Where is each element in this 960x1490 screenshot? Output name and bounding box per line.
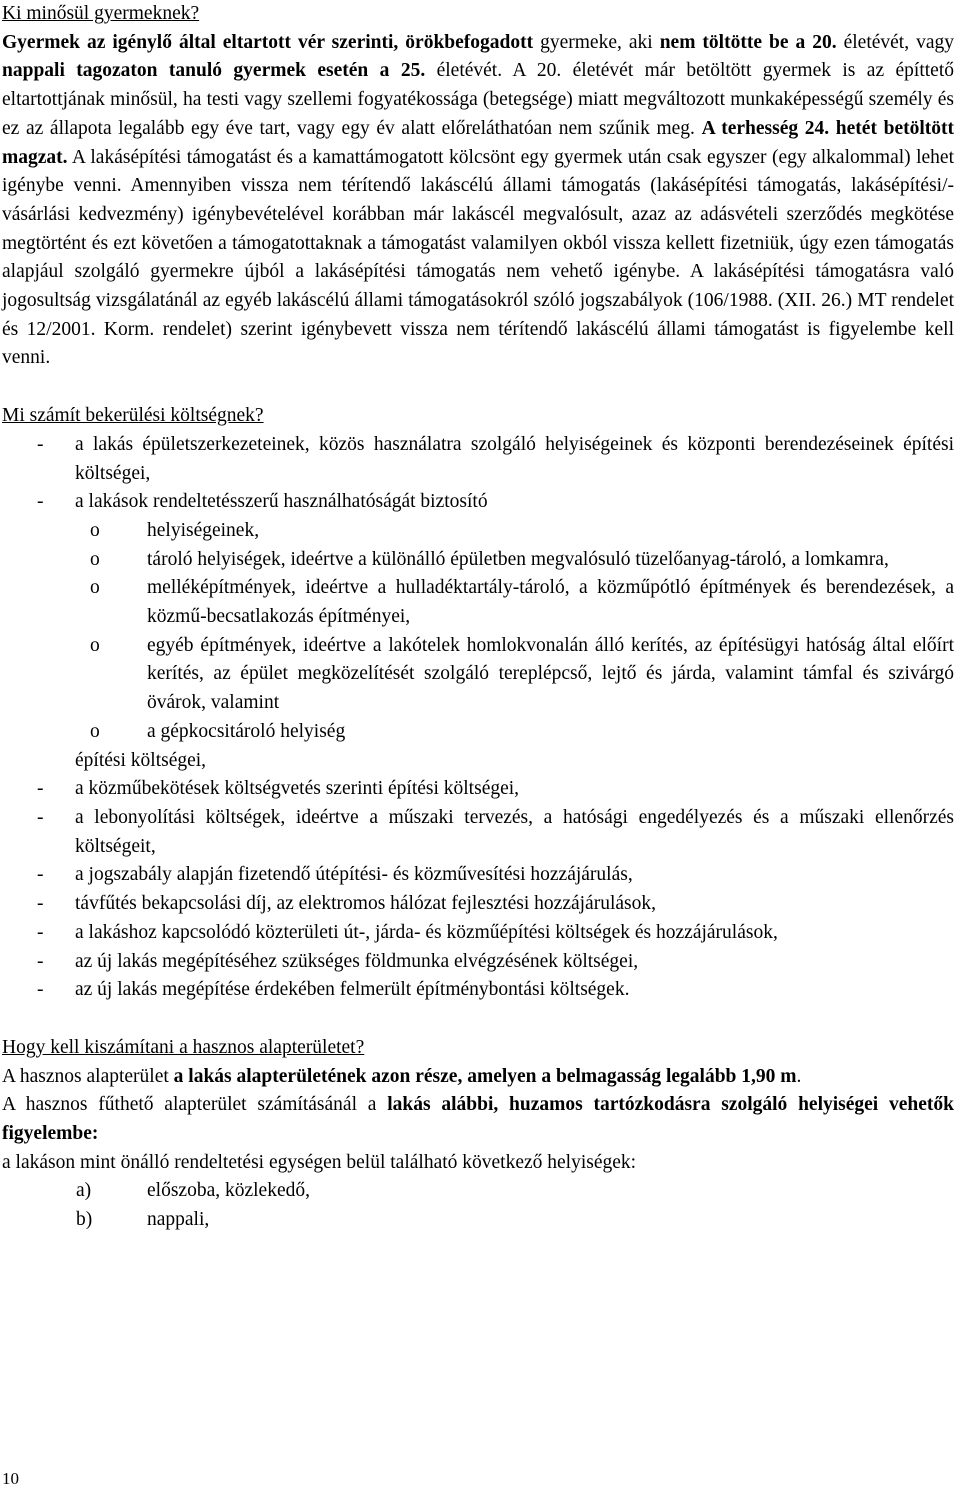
list-item [2,574,954,631]
section-heading-cost: Mi számít bekerülési költségnek? [2,405,264,427]
list-item-text: melléképítmények, ideértve a hulladéktartály-tároló, a közműpótló építmények és berendezések, a közmű-becsatlakozás építményei, [147,577,954,628]
list-item-text: a jogszabály alapján fizetendő útépítési- és közművesítési hozzájárulás, [75,864,633,886]
list-item-text: tároló helyiségek, ideértve a különálló épületben megvalósuló tüzelőanyag-tároló, a lomkamra, [147,548,889,570]
bold-text-run: A terhesség 24. hetét betöltött magzat. [2,117,954,168]
text-run: Amennyiben vissza nem térítendő lakáscélú állami támogatás (lakásépítési támogatás, lakásépítési/-vásárlási kedvezmény) igénybevételével korábban már lakáscél megvalósult, azaz az adásvételi szerződés megkötése megtörtént és ezt követően a támogatottaknak a támogatást valamilyen okból vissza kellett fizetniük, úgy ezen támogatás alapjául szolgáló gyermekre újból a lakásépítési támogatás nem vehető igénybe. A lakásépítési támogatásra való jogosultság vizsgálatánál az egyéb lakáscélú állami támogatásokról szóló jogszabályok (106/1988. (XII. 26.) MT rendelet és 12/2001. Korm. rendelet) szerint igénybevett vissza nem térítendő lakáscélú állami támogatást is figyelembe kell venni. [2,175,954,369]
list-item [2,804,954,861]
list-item-text: a gépkocsitároló helyiség [147,720,346,742]
list-item [2,948,954,977]
section-heading-child: Ki minősül gyermeknek? [2,3,200,24]
list-item [2,488,954,517]
list-item-text: az új lakás megépítéséhez szükséges földmunka elvégzésének költségei, [75,950,639,972]
list-item-text: helyiségeinek, [147,519,260,541]
dash-bullet: - [37,433,44,455]
dash-bullet: - [37,864,44,886]
circle-bullet: o [90,519,100,541]
letter-marker: a) [76,1180,92,1202]
list-item [2,775,954,804]
dash-bullet: - [37,806,44,828]
dash-bullet: - [37,893,44,915]
dash-bullet: - [37,921,44,943]
bold-text-run: nappali tagozaton tanuló gyermek esetén a 25. [2,60,426,82]
text-run: életévét, vagy [836,31,954,53]
bold-text-run: Gyermek az igénylő által eltartott vér szerinti, örökbefogadott [2,31,534,53]
list-item [2,747,954,776]
rooms-list [2,1177,954,1234]
list-item [2,919,954,948]
dash-bullet: - [37,491,44,513]
list-item [2,1177,954,1206]
dash-bullet: - [37,950,44,972]
list-item [2,632,954,718]
list-item [2,861,954,890]
bold-text-run: nem töltötte be a 20. [659,31,837,53]
list-item-text: a lakáshoz kapcsolódó közterületi út-, járda- és közműépítési költségek és hozzájárulások, [75,921,778,943]
circle-bullet: o [90,634,100,656]
letter-marker: b) [76,1209,93,1231]
circle-bullet: o [90,548,100,570]
list-item [2,976,954,1005]
list-item [2,517,954,546]
list-item [2,1206,954,1235]
circle-bullet: o [90,577,100,599]
list-item-text: a lakások rendeltetésszerű használhatóságát biztosító [75,491,488,513]
list-item-text: a közműbekötések költségvetés szerinti építési költségei, [75,778,520,800]
list-item-text: nappali, [147,1209,210,1231]
list-item-text: egyéb építmények, ideértve a lakótelek homlokvonalán álló kerítés, az építésügyi hatóság által előírt kerítés, az épület megközelítését szolgáló tereplépcső, lejtő és járda, valamint támfal és szivárgó övárok, valamint [147,634,954,714]
usable-area-paragraph [2,1063,954,1092]
list-item [2,718,954,747]
heated-area-paragraph [2,1091,954,1148]
spacer [2,373,954,402]
section-heading-area: Hogy kell kiszámítani a hasznos alapterületet? [2,1036,365,1058]
bold-text-run: lakás alábbi, huzamos tartózkodásra szolgáló helyiségei vehetők figyelembe: [2,1094,954,1145]
circle-bullet: o [90,720,100,742]
child-definition-paragraph [2,29,954,373]
document-page [2,0,954,1235]
text-run: A hasznos fűthető alapterület számításánál a [2,1094,388,1116]
page-number: 10 [2,1469,19,1488]
list-item-text: távfűtés bekapcsolási díj, az elektromos hálózat fejlesztési hozzájárulások, [75,893,656,915]
rooms-intro: a lakáson mint önálló rendeltetési egységen belül található következő helyiségek: [2,1151,637,1173]
list-item-text: a lakás épületszerkezeteinek, közös használatra szolgáló helyiségeinek és központi berendezéseinek építési költségei, [75,433,954,484]
text-run: . [796,1065,802,1087]
list-item-text: előszoba, közlekedő, [147,1180,310,1202]
bold-text-run: a lakás alapterületének azon része, amelyen a belmagasság legalább 1,90 m [173,1065,797,1087]
spacer [2,1005,954,1034]
text-run: gyermeke, aki [533,31,660,53]
list-item-text: az új lakás megépítése érdekében felmerült építménybontási költségek. [75,979,630,1001]
dash-bullet: - [37,778,44,800]
list-item-text: építési költségei, [75,749,207,771]
list-item-text: a lebonyolítási költségek, ideértve a műszaki tervezés, a hatósági engedélyezés és a műszaki ellenőrzés költségeit, [75,806,954,857]
list-item [2,546,954,575]
dash-bullet: - [37,979,44,1001]
text-run: A lakásépítési támogatást és a kamattámogatott kölcsönt egy gyermek után csak egyszer (egy alkalommal) lehet igénybe venni. [2,146,954,197]
list-item [2,431,954,488]
text-run: A hasznos alapterület [2,1065,174,1087]
cost-list [2,431,954,1005]
list-item [2,890,954,919]
text-run: életévét. A 20. életévét már betöltött gyermek is az építtető eltartottjának minősül, ha testi vagy szellemi fogyatékossága (betegsége) miatt megváltozott munkaképességű személy és ez az állapota legalább egy éve tart, vagy egy év alatt előreláthatóan nem szűnik meg. [2,60,954,139]
